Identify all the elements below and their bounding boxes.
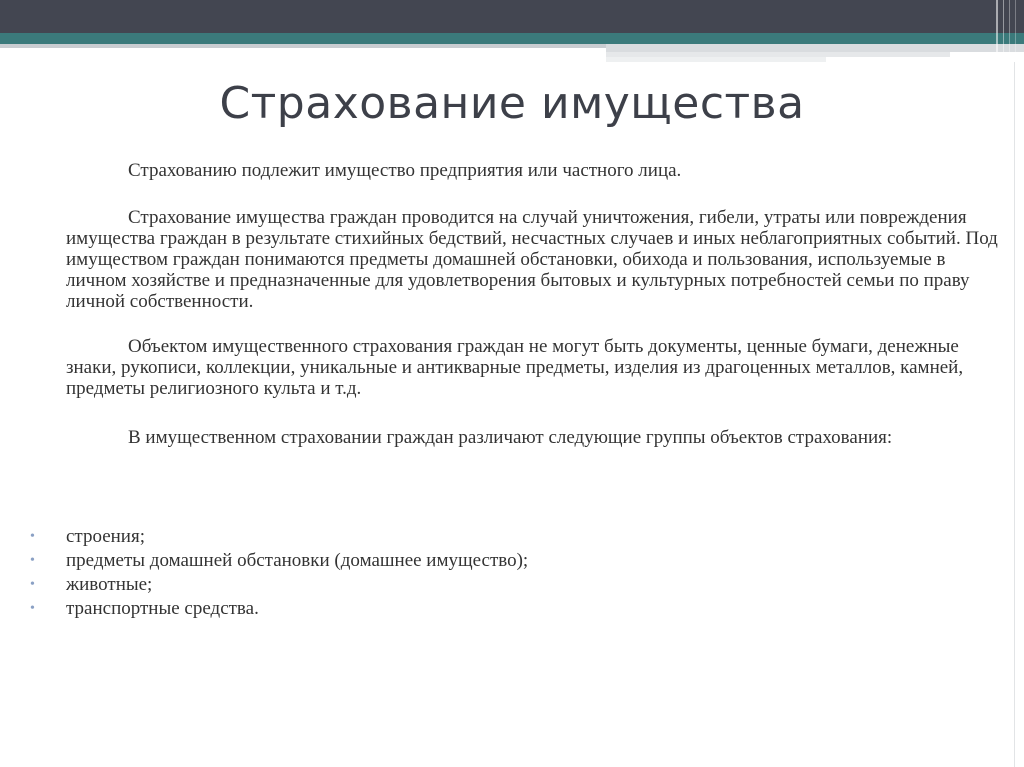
header-band-teal — [0, 33, 1024, 44]
header-stripe — [1009, 0, 1010, 64]
header-band-step — [606, 44, 1024, 52]
list-item-text: животные; — [66, 574, 153, 595]
bullet-icon: • — [30, 577, 35, 592]
bullet-icon: • — [30, 553, 35, 568]
list-item — [30, 525, 930, 549]
bullet-icon: • — [30, 529, 35, 544]
paragraph-definition: Страхование имущества граждан проводится на случай уничтожения, гибели, утраты или повреждения имущества граждан в результате стихийных бедствий, несчастных случаев и иных неблагоприятных событий. Под имуществом граждан понимаются предметы домашней обстановки, обихода и пользования, используемые в личном хозяйстве и предназначенные для удовлетворения бытовых и культурных потребностей семьи по праву личной собственности. — [66, 207, 998, 312]
header-band-gray — [0, 44, 606, 48]
paragraph-intro: Страхованию подлежит имущество предприятия или частного лица. — [128, 160, 682, 181]
list-item-text: строения; — [66, 526, 145, 547]
frame-line — [1014, 62, 1015, 767]
header-stripe — [1015, 0, 1016, 64]
header-band-dark — [0, 0, 1024, 33]
header-band-step — [606, 57, 826, 62]
list-item-text: предметы домашней обстановки (домашнее имущество); — [66, 550, 529, 571]
list-item — [30, 597, 930, 621]
bullet-icon: • — [30, 601, 35, 616]
object-groups-list — [30, 525, 930, 621]
paragraph-exclusions: Объектом имущественного страхования граждан не могут быть документы, ценные бумаги, денежные знаки, рукописи, коллекции, уникальные и антикварные предметы, изделия из драгоценных металлов, камней, предметы религиозного культа и т.д. — [66, 336, 964, 399]
list-item — [30, 573, 930, 597]
header-stripe — [1003, 0, 1004, 64]
paragraph-groups-intro: В имущественном страховании граждан различают следующие группы объектов страхования: — [128, 427, 893, 448]
slide-title: Страхование имущества — [219, 78, 805, 129]
list-item-text: транспортные средства. — [66, 598, 259, 619]
slide-body — [66, 160, 1006, 472]
header-stripe — [996, 0, 998, 64]
list-item — [30, 549, 930, 573]
